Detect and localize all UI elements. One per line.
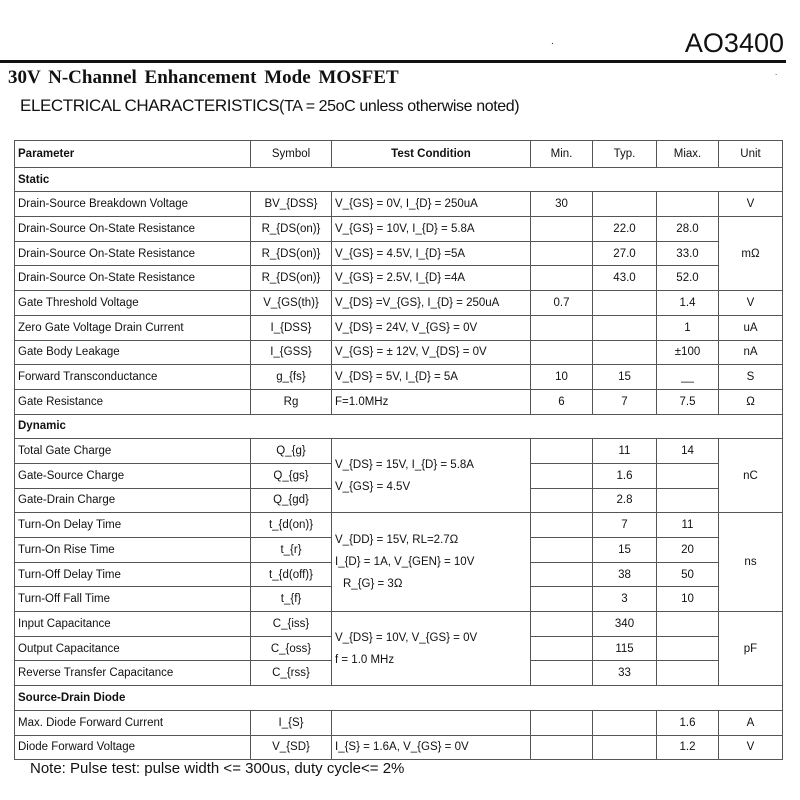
parameter-cell: Max. Diode Forward Current [15,710,251,735]
table-row [15,513,783,538]
document-title: 30V N-Channel Enhancement Mode MOSFET [8,67,399,88]
test-condition-line: F=1.0MHz [335,395,389,408]
max-cell [657,488,719,513]
typ-cell: 7 [593,513,657,538]
parameter-cell: Gate-Source Charge [15,463,251,488]
section-label: Dynamic [15,414,783,439]
unit-cell: A [719,710,783,735]
typ-cell [593,710,657,735]
test-condition-line: I_{D} = 1A, V_{GEN} = 10V [335,556,475,569]
test-condition-line: I_{S} = 1.6A, V_{GS} = 0V [335,741,469,754]
min-cell [531,266,593,291]
max-cell: 11 [657,513,719,538]
typ-cell: 2.8 [593,488,657,513]
part-number: AO3400 [684,28,784,58]
test-condition-cell [332,710,531,735]
min-cell [531,735,593,760]
test-condition-line: V_{GS} = 2.5V, I_{D} =4A [335,272,466,285]
table-row [15,340,783,365]
typ-cell: 38 [593,562,657,587]
min-cell [531,661,593,686]
test-condition-cell [332,612,531,686]
parameter-cell: Turn-Off Delay Time [15,562,251,587]
stray-mark: . [775,68,778,77]
parameter-cell: Zero Gate Voltage Drain Current [15,315,251,340]
test-condition-cell [332,365,531,390]
symbol-cell: t_{r} [251,538,332,563]
section-heading [20,96,519,117]
min-cell: 10 [531,365,593,390]
max-cell: 7.5 [657,389,719,414]
symbol-cell: C_{iss} [251,612,332,637]
test-condition-cell [332,291,531,316]
table-row [15,710,783,735]
parameter-cell: Gate Threshold Voltage [15,291,251,316]
column-header: Typ. [593,141,657,168]
parameter-cell: Diode Forward Voltage [15,735,251,760]
test-condition-cell [332,266,531,291]
min-cell [531,217,593,242]
min-cell [531,562,593,587]
parameter-cell: Output Capacitance [15,636,251,661]
parameter-cell: Input Capacitance [15,612,251,637]
parameter-cell: Drain-Source Breakdown Voltage [15,192,251,217]
min-cell [531,340,593,365]
min-cell: 0.7 [531,291,593,316]
section-label: Source-Drain Diode [15,686,783,711]
min-cell: 6 [531,389,593,414]
table-row [15,266,783,291]
unit-cell: S [719,365,783,390]
test-condition-line: V_{GS} = 0V, I_{D} = 250uA [335,198,478,211]
min-cell [531,315,593,340]
max-cell [657,192,719,217]
table-row [15,365,783,390]
table-row [15,315,783,340]
test-condition-line: f = 1.0 MHz [335,653,395,666]
unit-cell: mΩ [719,217,783,291]
symbol-cell: C_{oss} [251,636,332,661]
unit-cell: pF [719,612,783,686]
max-cell [657,463,719,488]
symbol-cell: Q_{gs} [251,463,332,488]
max-cell: 1.2 [657,735,719,760]
max-cell [657,636,719,661]
parameter-cell: Drain-Source On-State Resistance [15,266,251,291]
symbol-cell: I_{GSS} [251,340,332,365]
unit-cell: V [719,192,783,217]
test-condition-cell [332,192,531,217]
min-cell [531,636,593,661]
test-condition-cell [332,340,531,365]
typ-cell: 33 [593,661,657,686]
min-cell [531,513,593,538]
test-condition-line: V_{GS} = 4.5V, I_{D} =5A [335,247,466,260]
typ-cell [593,340,657,365]
electrical-characteristics-table [14,140,783,760]
max-cell: 33.0 [657,241,719,266]
symbol-cell: Q_{g} [251,439,332,464]
symbol-cell: I_{DSS} [251,315,332,340]
typ-cell [593,192,657,217]
parameter-cell: Turn-On Delay Time [15,513,251,538]
stray-mark: . [551,36,554,47]
parameter-cell: Drain-Source On-State Resistance [15,217,251,242]
max-cell: 20 [657,538,719,563]
typ-cell: 43.0 [593,266,657,291]
column-header: Parameter [15,141,251,168]
test-condition-line: V_{GS} = 4.5V [335,480,411,493]
test-condition-cell [332,439,531,513]
table-row [15,439,783,464]
column-header: Symbol [251,141,332,168]
section-row [15,414,783,439]
symbol-cell: BV_{DSS} [251,192,332,217]
test-condition-cell [332,241,531,266]
footnote: Note: Pulse test: pulse width <= 300us, duty cycle<= 2% [30,760,405,777]
table-row [15,217,783,242]
table-row [15,291,783,316]
test-condition-line: V_{DS} = 15V, I_{D} = 5.8A [335,458,474,471]
section-heading-text: ELECTRICAL CHARACTERISTICS [20,96,280,115]
test-condition-line: V_{DS} = 24V, V_{GS} = 0V [335,321,478,334]
max-cell [657,612,719,637]
max-cell: ±100 [657,340,719,365]
test-condition-line: V_{DD} = 15V, RL=2.7Ω [335,534,459,547]
typ-cell: 27.0 [593,241,657,266]
typ-cell: 11 [593,439,657,464]
section-row [15,167,783,192]
parameter-cell: Drain-Source On-State Resistance [15,241,251,266]
test-condition-line: V_{GS} = 10V, I_{D} = 5.8A [335,222,475,235]
symbol-cell: g_{fs} [251,365,332,390]
test-condition-line: V_{DS} = 10V, V_{GS} = 0V [335,631,478,644]
test-condition-cell [332,513,531,612]
max-cell: 14 [657,439,719,464]
section-row [15,686,783,711]
symbol-cell: R_{DS(on)} [251,217,332,242]
unit-cell: uA [719,315,783,340]
column-header: Miax. [657,141,719,168]
header-rule [0,60,786,63]
max-cell: 52.0 [657,266,719,291]
max-cell: 1.6 [657,710,719,735]
column-header: Test Condition [332,141,531,168]
min-cell: 30 [531,192,593,217]
symbol-cell: R_{DS(on)} [251,266,332,291]
parameter-cell: Gate Body Leakage [15,340,251,365]
typ-cell [593,291,657,316]
table-row [15,241,783,266]
table-row [15,735,783,760]
test-condition-cell [332,217,531,242]
symbol-cell: Q_{gd} [251,488,332,513]
parameter-cell: Forward Transconductance [15,365,251,390]
test-condition-line: V_{DS} =V_{GS}, I_{D} = 250uA [335,296,500,309]
symbol-cell: C_{rss} [251,661,332,686]
unit-cell: nA [719,340,783,365]
parameter-cell: Turn-On Rise Time [15,538,251,563]
max-cell: 1 [657,315,719,340]
symbol-cell: t_{f} [251,587,332,612]
max-cell: 28.0 [657,217,719,242]
typ-cell [593,315,657,340]
max-cell: 1.4 [657,291,719,316]
test-condition-line: V_{DS} = 5V, I_{D} = 5A [335,371,458,384]
typ-cell: 340 [593,612,657,637]
parameter-cell: Reverse Transfer Capacitance [15,661,251,686]
table-row [15,612,783,637]
column-header: Unit [719,141,783,168]
test-condition-line: R_{G} = 3Ω [343,578,403,591]
min-cell [531,463,593,488]
min-cell [531,710,593,735]
unit-cell: V [719,291,783,316]
typ-cell: 22.0 [593,217,657,242]
max-cell [657,661,719,686]
min-cell [531,488,593,513]
max-cell: 50 [657,562,719,587]
min-cell [531,612,593,637]
test-condition-cell [332,315,531,340]
symbol-cell: R_{DS(on)} [251,241,332,266]
section-heading-note: (TA = 25oC unless otherwise noted) [279,98,520,115]
symbol-cell: V_{GS(th)} [251,291,332,316]
typ-cell: 3 [593,587,657,612]
min-cell [531,241,593,266]
unit-cell: Ω [719,389,783,414]
table-row [15,192,783,217]
typ-cell: 7 [593,389,657,414]
symbol-cell: I_{S} [251,710,332,735]
unit-cell: V [719,735,783,760]
typ-cell [593,735,657,760]
typ-cell: 15 [593,538,657,563]
parameter-cell: Turn-Off Fall Time [15,587,251,612]
min-cell [531,538,593,563]
typ-cell: 15 [593,365,657,390]
min-cell [531,439,593,464]
max-cell: 10 [657,587,719,612]
unit-cell: nC [719,439,783,513]
max-cell: __ [657,365,719,390]
parameter-cell: Gate Resistance [15,389,251,414]
symbol-cell: t_{d(off)} [251,562,332,587]
symbol-cell: t_{d(on)} [251,513,332,538]
typ-cell: 115 [593,636,657,661]
test-condition-cell [332,389,531,414]
symbol-cell: V_{SD} [251,735,332,760]
unit-cell: ns [719,513,783,612]
parameter-cell: Gate-Drain Charge [15,488,251,513]
symbol-cell: Rg [251,389,332,414]
table-header-row [15,141,783,168]
section-label: Static [15,167,783,192]
table-row [15,389,783,414]
test-condition-line: V_{GS} = ± 12V, V_{DS} = 0V [335,346,487,359]
parameter-cell: Total Gate Charge [15,439,251,464]
min-cell [531,587,593,612]
typ-cell: 1.6 [593,463,657,488]
column-header: Min. [531,141,593,168]
test-condition-cell [332,735,531,760]
